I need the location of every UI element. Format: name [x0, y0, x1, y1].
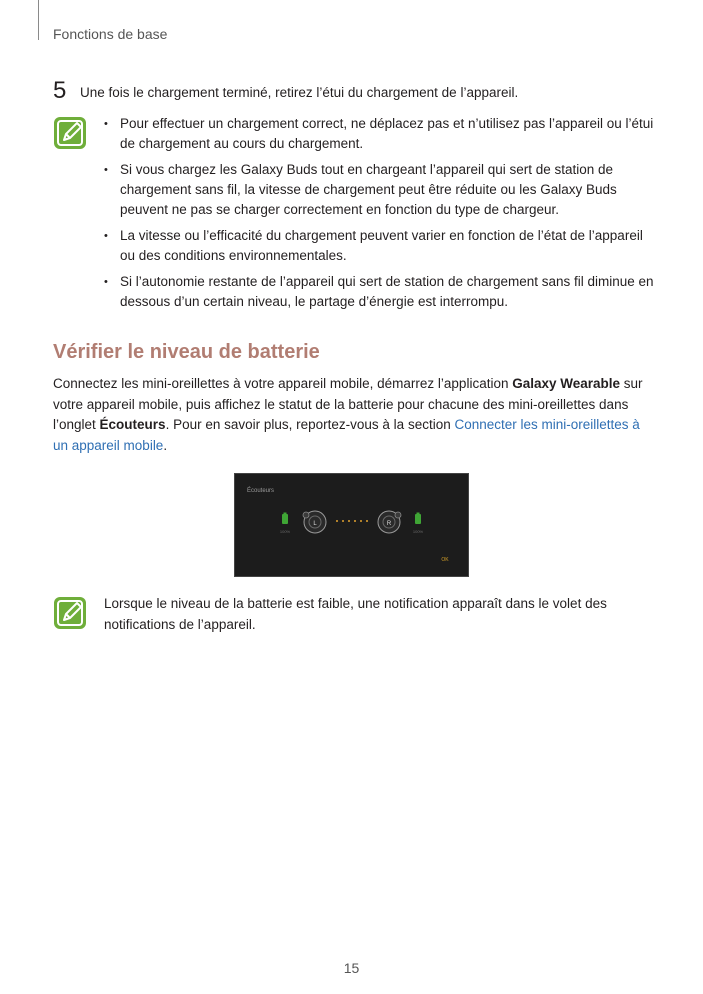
left-battery-percent: 100%	[279, 529, 291, 534]
note-item: • Pour effectuer un chargement correct, ne déplacez pas et n’utilisez pas l’appareil ou l’étui de chargement au cours du chargement.	[104, 116, 654, 151]
note-pen-icon	[53, 596, 87, 630]
right-battery-percent: 100%	[412, 529, 424, 534]
header-rule	[38, 0, 39, 40]
right-label: R	[386, 521, 392, 527]
section-title: Vérifier le niveau de batterie	[53, 341, 320, 363]
step-text: Une fois le chargement terminé, retirez l’étui du chargement de l’appareil.	[80, 85, 519, 100]
section-link[interactable]: Connecter les mini-oreillettes à un appareil mobile	[53, 417, 640, 453]
battery-screenshot	[234, 473, 469, 577]
note2-text: Lorsque le niveau de la batterie est faible, une notification apparaît dans le volet des notifications de l’appareil.	[104, 596, 607, 632]
page-number: 15	[343, 960, 360, 976]
note-item: • Si vous chargez les Galaxy Buds tout en chargeant l’appareil qui sert de station de chargement sans fil, la vitesse de chargement peut être réduite ou les Galaxy Buds peuvent ne pas se charger correctement en fonction du type de chargeur.	[104, 162, 617, 217]
note-item: • Si l’autonomie restante de l’appareil qui sert de station de chargement sans fil diminue en dessous d’un certain niveau, le partage d’énergie est interrompu.	[104, 274, 654, 309]
header-title: Fonctions de base	[53, 26, 168, 42]
note-pen-icon	[53, 116, 87, 150]
section-paragraph: Connectez les mini-oreillettes à votre appareil mobile, démarrez l’application Galaxy Wearable sur votre appareil mobile, puis affichez le statut de la batterie pour chacune des mini-oreillettes dans l’onglet Écouteurs. Pour en savoir plus, reportez-vous à la section Connecter les mini-oreillettes à un appareil mobile.	[53, 376, 643, 453]
left-label: L	[313, 521, 317, 527]
note-item: • La vitesse ou l’efficacité du chargement peuvent varier en fonction de l’état de l’appareil ou des conditions environnementales.	[104, 228, 643, 263]
right-battery-icon	[415, 513, 421, 525]
screenshot-heading: Écouteurs	[247, 488, 275, 494]
left-battery-icon	[282, 513, 288, 525]
step-number: 5	[53, 77, 67, 104]
ok-button[interactable]: OK	[441, 557, 449, 563]
note-list	[104, 114, 654, 318]
